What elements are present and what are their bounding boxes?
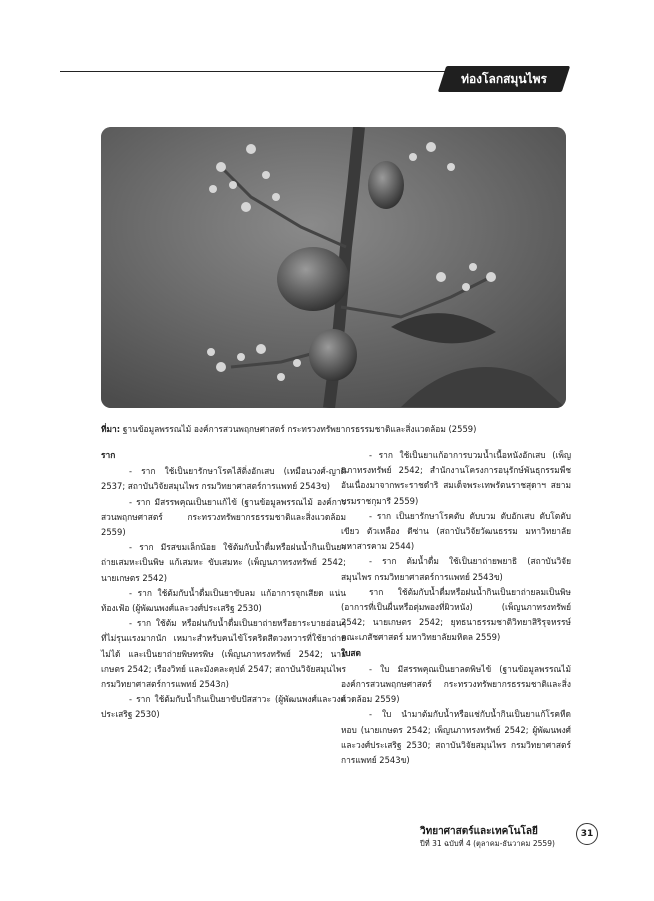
list-item: - ราก ใช้ต้มกับน้ำกินเป็นยาขับปัสสาวะ (ผู้พัฒนพงศ์และวงศ์ประเสริฐ 2530) (101, 694, 346, 720)
section-title: ท่องโลกสมุนไพร (461, 72, 547, 86)
list-item: - ราก ใช้เป็นยารักษาโรคไส้ติ่งอักเสบ (เหมือนวงศ์-ญาติ 2537; สถาบันวิจัยสมุนไพร กรมวิทยาศาสตร์การแพทย์ 2543ข) (101, 466, 346, 492)
section-heading-root: ราก (101, 450, 116, 460)
list-item: - ราก มีรสขมเล็กน้อย ใช้ต้มกับน้ำดื่มหรือฝนน้ำกินเป็นยาถ่ายเสมหะเป็นพิษ แก้เสมหะ ขับเสมหะ (เพ็ญนภาทรงทรัพย์ 2542; นายเกษตร 2542) (101, 542, 346, 583)
journal-title: วิทยาศาสตร์และเทคโนโลยี (420, 826, 538, 837)
list-item: ราก ใช้ต้มกับน้ำดื่มหรือฝนน้ำกินเป็นยาถ่ายลมเป็นพิษ (อาการที่เป็นผื่นหรือตุ่มพองที่ผิวหนัง) (เพ็ญนภาทรงทรัพย์ 2542; นายเกษตร 2542; ยุทธนาธรรมชาติวิทยาสิริรุจหรรษ์ คณะเภสัชศาสตร์ มหาวิทยาลัยมหิดล 2559) (341, 586, 571, 643)
journal-issue: ปีที่ 31 ฉบับที่ 4 (ตุลาคม-ธันวาคม 2559) (420, 839, 555, 848)
caption-text: ฐานข้อมูลพรรณไม้ องค์การสวนพฤกษศาสตร์ กระทรวงทรัพยากรธรรมชาติและสิ่งแวดล้อม (2559) (122, 424, 477, 434)
photo-caption (101, 423, 571, 435)
page-number: 31 (576, 823, 598, 845)
left-column (101, 448, 346, 723)
plant-photo (101, 127, 566, 408)
right-column (341, 448, 571, 768)
list-item: - ใบ นำมาต้มกับน้ำหรือแช่กับน้ำกินเป็นยาแก้โรคหืดหอบ (นายเกษตร 2542; เพ็ญนภาทรงทรัพย์ 2542; ผู้พัฒนพงศ์และวงศ์ประเสริฐ 2530; สถาบันวิจัยสมุนไพร กรมวิทยาศาสตร์การแพทย์ 2543ข) (341, 709, 571, 766)
list-item: - ราก ใช้ต้ม หรือฝนกับน้ำดื่มเป็นยาถ่ายหรือยาระบายอ่อนๆ ที่ไม่รุนแรงมากนัก เหมาะสำหรับคนไข้โรคริดสีดวงทวารที่ใช้ยาถ่ายไม่ได้ และเป็นยาถ่ายพิษทรพิษ (เพ็ญนภาทรงทรัพย์ 2542; นายเกษตร 2542; เรืองวิทย์ และมังคละคุปต์ 2547; สถาบันวิจัยสมุนไพร กรมวิทยาศาสตร์การแพทย์ 2543ก) (101, 618, 346, 690)
list-item: - ราก มีสรรพคุณเป็นยาแก้ไข้ (ฐานข้อมูลพรรณไม้ องค์การสวนพฤกษศาสตร์ กระทรวงทรัพยากรธรรมชาติและสิ่งแวดล้อม 2559) (101, 496, 346, 538)
list-item: - ราก ต้มน้ำดื่ม ใช้เป็นยาถ่ายพยาธิ (สถาบันวิจัยสมุนไพร กรมวิทยาศาสตร์การแพทย์ 2543ข) (341, 556, 571, 582)
plant-photo-image (101, 127, 566, 408)
list-item: - ราก ใช้ต้มกับน้ำดื่มเป็นยาขับลม แก้อาการจุกเสียด แน่นท้องเฟ้อ (ผู้พัฒนพงศ์และวงศ์ประเสริฐ 2530) (101, 587, 346, 614)
section-heading-leaf: ใบสด (341, 647, 361, 658)
list-item: - ราก ใช้เป็นยาแก้อาการบวมน้ำเนื้อหนังอักเสบ (เพ็ญนภาทรงทรัพย์ 2542; สำนักงานโครงการอนุรักษ์พันธุกรรมพืชอันเนื่องมาจากพระราชดำริ สมเด็จพระเทพรัตนราชสุดาฯ สยามบรมราชกุมารี 2559) (341, 450, 571, 506)
list-item: - ใบ มีสรรพคุณเป็นยาลดพิษไข้ (ฐานข้อมูลพรรณไม้ องค์การสวนพฤกษศาสตร์ กระทรวงทรัพยากรธรรมชาติและสิ่งแวดล้อม 2559) (341, 663, 571, 705)
caption-lead: ที่มา: (101, 424, 121, 434)
list-item: - ราก เป็นยารักษาโรคตับ ตับบวม ตับอักเสบ ตับโตตับเขียว ตัวเหลือง ดีซ่าน (สถาบันวิจัยวัฒนธรรม มหาวิทยาลัยมหาสารคาม 2544) (341, 510, 571, 552)
